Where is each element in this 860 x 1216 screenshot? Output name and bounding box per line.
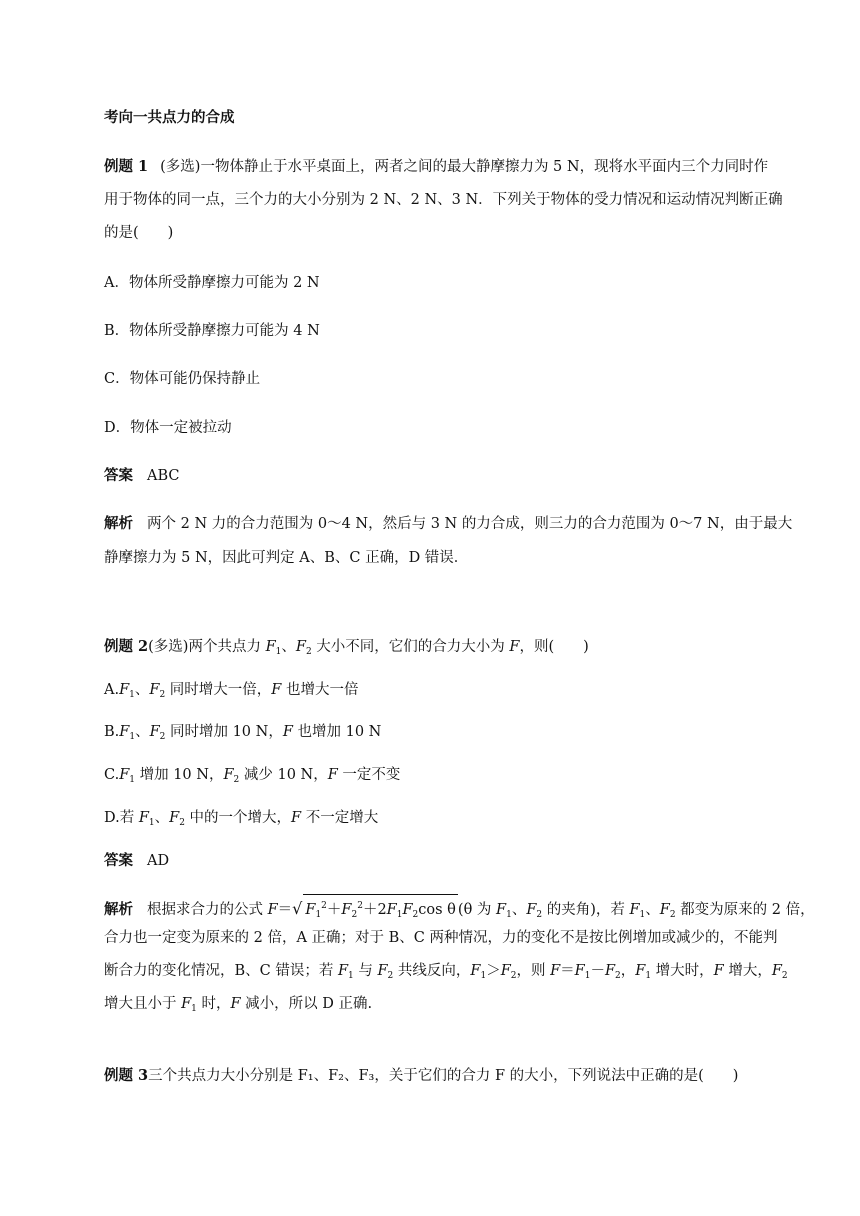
text: 、 [154,810,170,826]
example-3-text: 三个共点力大小分别是 F₁、F₂、F₃，关于它们的合力 F 的大小，下列说法中正确的是( ) [148,1068,739,1084]
var-f: F [295,639,306,655]
text: 时， [196,996,231,1012]
text: 不一定增大 [301,810,379,826]
var-f: F [337,963,349,979]
sub: 1 [129,732,136,742]
var-f: F [659,902,670,918]
text: 、 [134,682,150,698]
sub: 2 [305,647,312,657]
var-f: F [574,963,585,979]
text: 断合力的变化情况，B、C 错误；若 [104,963,338,979]
example-1-analysis-line-1 [104,513,792,535]
text: 、 [281,639,296,655]
var-f: F [713,963,724,979]
sub: 1 [275,647,282,657]
example-2-option-b [104,721,381,748]
var-f: F [402,902,413,918]
sub: 2 [233,775,240,785]
sub: 2 [159,732,166,742]
text: 同时增大一倍， [165,682,272,698]
var-f: F [771,963,782,979]
text: ＞ [486,963,501,979]
text: B. [104,724,120,740]
sub: 1 [191,1004,197,1014]
text: 2 [377,902,387,918]
text: cos θ [418,902,456,918]
example-2-analysis-line-2: 合力也一定变为原来的 2 倍，A 正确；对于 B、C 两种情况，力的变化不是按比例增加或减少的，不能判 [104,930,778,946]
var-f: F [149,724,160,740]
example-2-analysis-line-3 [104,960,788,987]
text: 减小，所以 D 正确. [240,996,373,1012]
example-2-option-d [104,807,378,834]
answer-label: 答案 [104,467,133,484]
text: 都变为原来的 2 倍， [675,902,815,918]
var-f: F [635,963,646,979]
text: 、 [645,902,660,918]
text: ＋ [326,902,342,918]
answer-value: AD [147,853,170,869]
sub: 1 [480,971,487,981]
text: 、 [135,724,150,740]
text: 减少 10 N， [239,767,328,783]
text: － [590,963,605,979]
sub: 2 [412,910,419,920]
example-1-analysis-text-1: 两个 2 N 力的合力范围为 0～4 N，然后与 3 N 的力合成，则三力的合力范围为 0～7 N，由于最大 [147,516,793,532]
var-f: F [119,724,130,740]
var-f: F [271,682,282,698]
var-f: F [386,902,397,918]
sub: 1 [315,910,322,920]
example-1-analysis-line-2: 静摩擦力为 5 N，因此可判定 A、B、C 正确，D 错误． [104,550,469,566]
example-2-option-c [104,764,400,791]
sub: 1 [348,971,354,981]
sub: 1 [506,910,512,920]
var-f: F [282,724,293,740]
example-2-analysis-line-1 [104,894,815,926]
var-f: F [526,902,537,918]
example-2-stem [104,636,589,663]
var-f: F [377,963,388,979]
example-1-option-c: C．物体可能仍保持静止 [104,371,261,387]
example-1-label: 例题 1 [104,158,149,175]
var-f: F [509,639,520,655]
var-f: F [604,963,616,979]
sub: 1 [584,971,591,981]
example-2-option-a [104,679,358,706]
sqrt-body [303,894,458,926]
answer-value: ABC [147,468,180,484]
var-f: F [119,682,130,698]
example-2-analysis-line-4 [104,993,372,1020]
text: ＝ [560,963,575,979]
var-f: F [230,996,241,1012]
text: ＝ [277,902,293,918]
var-f: F [223,767,234,783]
sub: 1 [645,971,652,981]
sub: 2 [615,971,621,981]
var-f: F [138,810,149,826]
example-1-option-d: D．物体一定被拉动 [104,420,232,436]
sub: 2 [536,910,543,920]
sub: 2 [669,910,676,920]
text: ＋ [362,902,378,918]
text: 增大时， [651,963,714,979]
text: 也增加 10 N [292,724,382,740]
sup: 2 [357,901,363,911]
sub: 2 [387,971,394,981]
text: 增大， [723,963,772,979]
sup: 2 [321,901,327,911]
text: 也增大一倍 [281,682,359,698]
sub: 1 [129,690,135,700]
sub: 2 [781,971,788,981]
example-2-answer [104,850,169,872]
text: 、 [511,902,527,918]
var-f: F [169,810,180,826]
example-3-label: 例题 3 [104,1067,149,1084]
sqrt-icon: √ [292,899,303,918]
var-f: F [119,767,130,783]
analysis-label: 解析 [104,901,133,918]
text: C. [104,767,120,783]
text: 共线反向， [393,963,471,979]
var-f: F [305,902,316,918]
var-f: F [496,902,507,918]
var-f: F [291,810,302,826]
text: 一定不变 [337,767,401,783]
sub: 2 [351,910,358,920]
example-1-text-1: (多选)一物体静止于水平桌面上，两者之间的最大静摩擦力为 5 N，现将水平面内三个力同时作 [160,159,769,175]
sub: 1 [148,818,155,828]
sub: 2 [510,971,517,981]
answer-label: 答案 [104,852,133,869]
sub: 2 [179,818,185,828]
var-f: F [341,902,352,918]
example-3-stem [104,1065,738,1087]
var-f: F [149,682,160,698]
text: 的夹角)，若 [542,902,630,918]
text: 中的一个增大， [184,810,292,826]
var-f: F [327,767,338,783]
text: ，则( ) [519,639,589,655]
example-1-stem-line-2: 用于物体的同一点，三个力的大小分别为 2 N、2 N、3 N．下列关于物体的受力情况和运动情况判断正确 [104,192,783,208]
var-f: F [500,963,511,979]
text: 与 [353,963,378,979]
text: (θ 为 [457,902,497,918]
text: A. [104,682,120,698]
text: ，则 [516,963,551,979]
text: ， [620,963,636,979]
text: (多选)两个共点力 [148,639,266,655]
var-f: F [265,639,276,655]
text: 增大且小于 [104,996,182,1012]
example-1-answer [104,465,180,487]
sub: 1 [639,910,646,920]
text: 增加 10 N， [134,767,224,783]
var-f: F [181,996,192,1012]
sub: 2 [159,690,166,700]
sub: 1 [129,775,135,785]
var-f: F [550,963,561,979]
var-f: F [267,902,278,918]
example-1-option-b: B．物体所受静摩擦力可能为 4 N [104,323,320,339]
analysis-label: 解析 [104,515,133,532]
text: D.若 [104,810,139,826]
section-title: 考向一共点力的合成 [104,109,235,126]
example-2-label: 例题 2 [104,638,149,655]
var-f: F [470,963,481,979]
sub: 1 [396,910,403,920]
example-1-option-a: A．物体所受静摩擦力可能为 2 N [104,275,320,291]
text: 根据求合力的公式 [147,902,268,918]
example-1-stem-line-1 [104,156,768,178]
var-f: F [629,902,640,918]
example-1-stem-line-3: 的是( ) [104,225,174,241]
text: 大小不同，它们的合力大小为 [311,639,510,655]
text: 同时增加 10 N， [165,724,283,740]
